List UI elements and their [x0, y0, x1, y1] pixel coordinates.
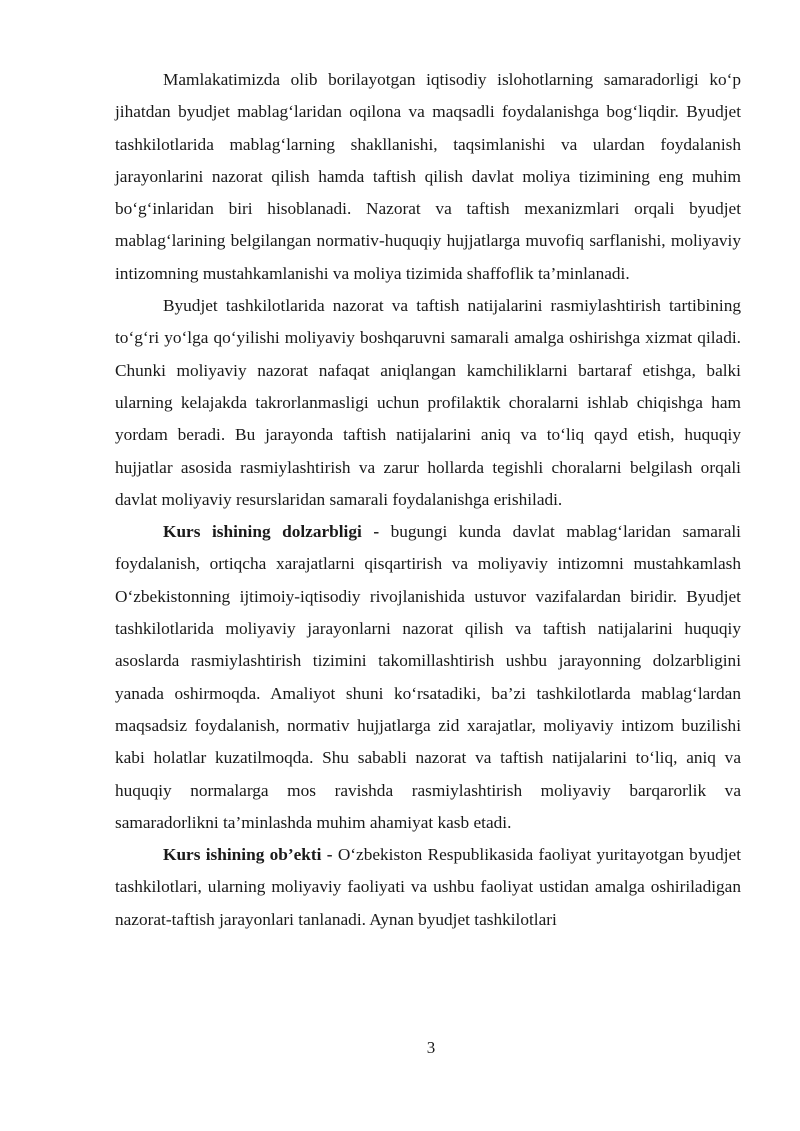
paragraph-object: [115, 839, 741, 936]
paragraph-text: O‘zbekiston Respublikasida faoliyat yuritayotgan byudjet tashkilotlari, ularning moliyaviy faoliyati va ushbu faoliyat ustidan amalga oshiriladigan nazorat-taftish jarayonlari tanlanadi. Aynan byudjet tashkilotlari: [115, 845, 741, 929]
paragraph-text: Mamlakatimizda olib borilayotgan iqtisodiy islohotlarning samaradorligi ko‘p jihatdan byudjet mablag‘laridan oqilona va maqsadli foydalanishga bog‘liqdir. Byudjet tashkilotlarida mablag‘larning shakllanishi, taqsimlanishi va ulardan foydalanish jarayonlarini nazorat qilish hamda taftish qilish davlat moliya tizimining eng muhim bo‘g‘inlaridan biri hisoblanadi. Nazorat va taftish mexanizmlari orqali byudjet mablag‘larining belgilangan normativ-huquqiy hujjatlarga muvofiq sarflanishi, moliyaviy intizomning mustahkamlanishi va moliya tizimida shaffoflik ta’minlanadi.: [115, 70, 741, 283]
paragraph-relevance: [115, 516, 741, 839]
document-page: [115, 64, 741, 936]
paragraph-results-formalization: [115, 290, 741, 516]
paragraph-heading: Kurs ishining dolzarbligi -: [163, 522, 380, 542]
paragraph-text: Byudjet tashkilotlarida nazorat va taftish natijalarini rasmiylashtirish tartibining to‘g‘ri yo‘lga qo‘yilishi moliyaviy boshqaruvni samarali amalga oshirishga xizmat qiladi. Chunki moliyaviy nazorat nafaqat aniqlangan kamchiliklarni bartaraf etishga, balki ularning kelajakda takrorlanmasligi uchun profilaktik choralarni ishlab chiqishga ham yordam beradi. Bu jarayonda taftish natijalarini aniq va to‘liq qayd etish, huquqiy hujjatlar asosida rasmiylashtirish va zarur hollarda tegishli choralarni belgilash orqali davlat moliyaviy resurslaridan samarali foydalanishga erishiladi.: [115, 296, 741, 509]
paragraph-text: bugungi kunda davlat mablag‘laridan samarali foydalanish, ortiqcha xarajatlarni qisqartirish va moliyaviy intizomni mustahkamlash O‘zbekistonning ijtimoiy-iqtisodiy rivojlanishida ustuvor vazifalardan biridir. Byudjet tashkilotlarida moliyaviy jarayonlarni nazorat qilish va taftish natijalarini huquqiy asoslarda rasmiylashtirish tizimini takomillashtirish ushbu jarayonning dolzarbligini yanada oshirmoqda. Amaliyot shuni ko‘rsatadiki, ba’zi tashkilotlarda mablag‘lardan maqsadsiz foydalanish, normativ hujjatlarga zid xarajatlar, moliyaviy intizom buzilishi kabi holatlar kuzatilmoqda. Shu sababli nazorat va taftish natijalarini to‘liq, aniq va huquqiy normalarga mos ravishda rasmiylashtirish moliyaviy barqarorlik va samaradorlikni ta’minlashda muhim ahamiyat kasb etadi.: [115, 522, 741, 832]
page-number: 3: [426, 1038, 436, 1057]
paragraph-intro: [115, 64, 741, 290]
paragraph-heading: Kurs ishining ob’ekti -: [163, 845, 333, 865]
